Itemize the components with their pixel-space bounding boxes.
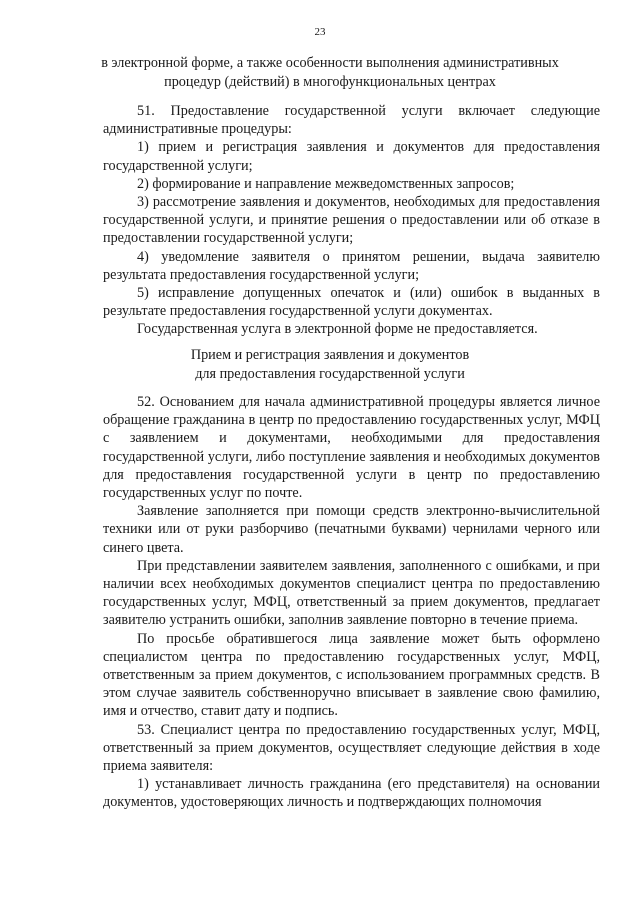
paragraph-filling: Заявление заполняется при помощи средств электронно-вычислительной техники или от руки разборчиво (печатными буквами) чернилами черного или синего цвета.	[103, 503, 600, 556]
heading-line: для предоставления государственной услуги	[195, 366, 465, 382]
list-item-identity: 1) устанавливает личность гражданина (его представителя) на основании документов, удостоверяющих личность и подтверждающих полномочия	[103, 776, 600, 811]
section-heading-reception	[60, 346, 600, 384]
section-heading-electronic-form	[60, 54, 600, 92]
list-item-5: 5) исправление допущенных опечаток и (или) ошибок в выданных в результате предоставления государственной услуги документах.	[103, 285, 600, 320]
paragraph-request: По просьбе обратившегося лица заявление может быть оформлено специалистом центра по предоставлению государственных услуг, МФЦ, ответственным за прием документов, с использованием программных средств. В этом случае заявитель собственноручно вписывает в заявление свою фамилию, имя и отчество, ставит дату и подпись.	[103, 630, 600, 720]
paragraph-errors: При представлении заявителем заявления, заполненного с ошибками, и при наличии всех необходимых документов специалист центра по предоставлению государственных услуг, МФЦ, ответственный за прием документов, предлагает заявителю устранить ошибки, заполнив заявление повторно в течение приема.	[103, 557, 600, 629]
page-number: 23	[314, 26, 326, 38]
heading-line: процедур (действий) в многофункциональных центрах	[164, 74, 496, 90]
list-item-2: 2) формирование и направление межведомственных запросов;	[137, 175, 515, 192]
list-item-4: 4) уведомление заявителя о принятом решении, выдача заявителю результата предоставления государственной услуги;	[103, 248, 600, 283]
reception-section	[103, 393, 600, 812]
paragraph-52: 52. Основанием для начала административной процедуры является личное обращение гражданина в центр по предоставлению государственных услуг, МФЦ с заявлением и документами, необходимыми для предоставления государственной услуги, либо поступление заявления и необходимых документов для предоставления государственной услуги в центр по предоставлению государственных услуг по почте.	[103, 394, 600, 502]
electronic-form-note: Государственная услуга в электронной форме не предоставляется.	[137, 321, 538, 338]
procedures-list	[103, 102, 600, 339]
heading-line: Прием и регистрация заявления и документов	[190, 347, 470, 363]
heading-line: в электронной форме, а также особенности выполнения административных	[101, 55, 559, 71]
paragraph-53: 53. Специалист центра по предоставлению государственных услуг, МФЦ, ответственный за прием документов, осуществляет следующие действия в ходе приема заявителя:	[103, 721, 600, 775]
list-item-1: 1) прием и регистрация заявления и документов для предоставления государственной услуги;	[103, 139, 600, 174]
paragraph-51: 51. Предоставление государственной услуги включает следующие административные процедуры:	[103, 103, 600, 138]
list-item-3: 3) рассмотрение заявления и документов, необходимых для предоставления государственной услуги, и принятие решения о предоставлении или об отказе в предоставлении государственной услуги;	[103, 194, 600, 247]
